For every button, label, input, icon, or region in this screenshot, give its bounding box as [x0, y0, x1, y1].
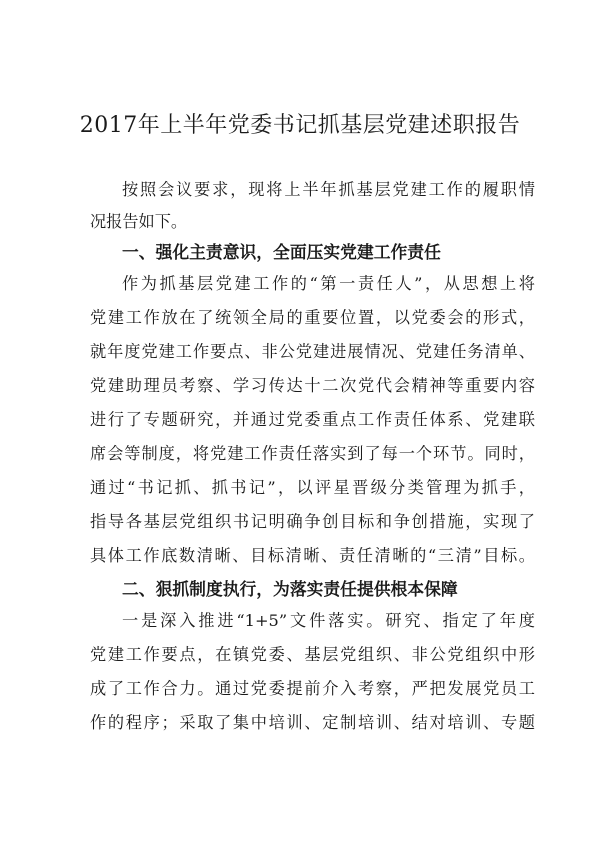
- body-line: 作为抓基层党建工作的“第一责任人”，从思想上将: [122, 274, 535, 293]
- document-title: 2017年上半年党委书记抓基层党建述职报告: [79, 113, 521, 138]
- body-line: 成了工作合力。通过党委提前介入考察，严把发展党员工: [90, 679, 535, 698]
- section-heading: 二、狠抓制度执行，为落实责任提供根本保障: [122, 579, 458, 599]
- intro-line: 况报告如下。: [90, 212, 188, 231]
- intro-line: 按照会议要求，现将上半年抓基层党建工作的履职情: [122, 180, 535, 199]
- body-line: 通过“书记抓、抓书记”，以评星晋级分类管理为抓手，: [90, 478, 535, 497]
- body-line: 具体工作底数清晰、目标清晰、责任清晰的“三清”目标。: [90, 546, 535, 565]
- body-line: 一是深入推进“1+5”文件落实。研究、指定了年度: [122, 611, 535, 630]
- body-line: 作的程序；采取了集中培训、定制培训、结对培训、专题: [90, 713, 535, 732]
- body-line: 党建工作要点，在镇党委、基层党组织、非公党组织中形: [90, 645, 535, 664]
- body-line: 党建助理员考察、学习传达十二次党代会精神等重要内容: [90, 376, 535, 395]
- section-heading: 一、强化主责意识，全面压实党建工作责任: [122, 242, 441, 262]
- body-line: 就年度党建工作要点、非公党建进展情况、党建任务清单、: [90, 342, 535, 361]
- body-line: 进行了专题研究，并通过党委重点工作责任体系、党建联: [90, 410, 535, 429]
- body-line: 席会等制度，将党建工作责任落实到了每一个环节。同时，: [90, 444, 535, 463]
- body-line: 指导各基层党组织书记明确争创目标和争创措施，实现了: [90, 512, 535, 531]
- body-line: 党建工作放在了统领全局的重要位置，以党委会的形式，: [90, 308, 535, 327]
